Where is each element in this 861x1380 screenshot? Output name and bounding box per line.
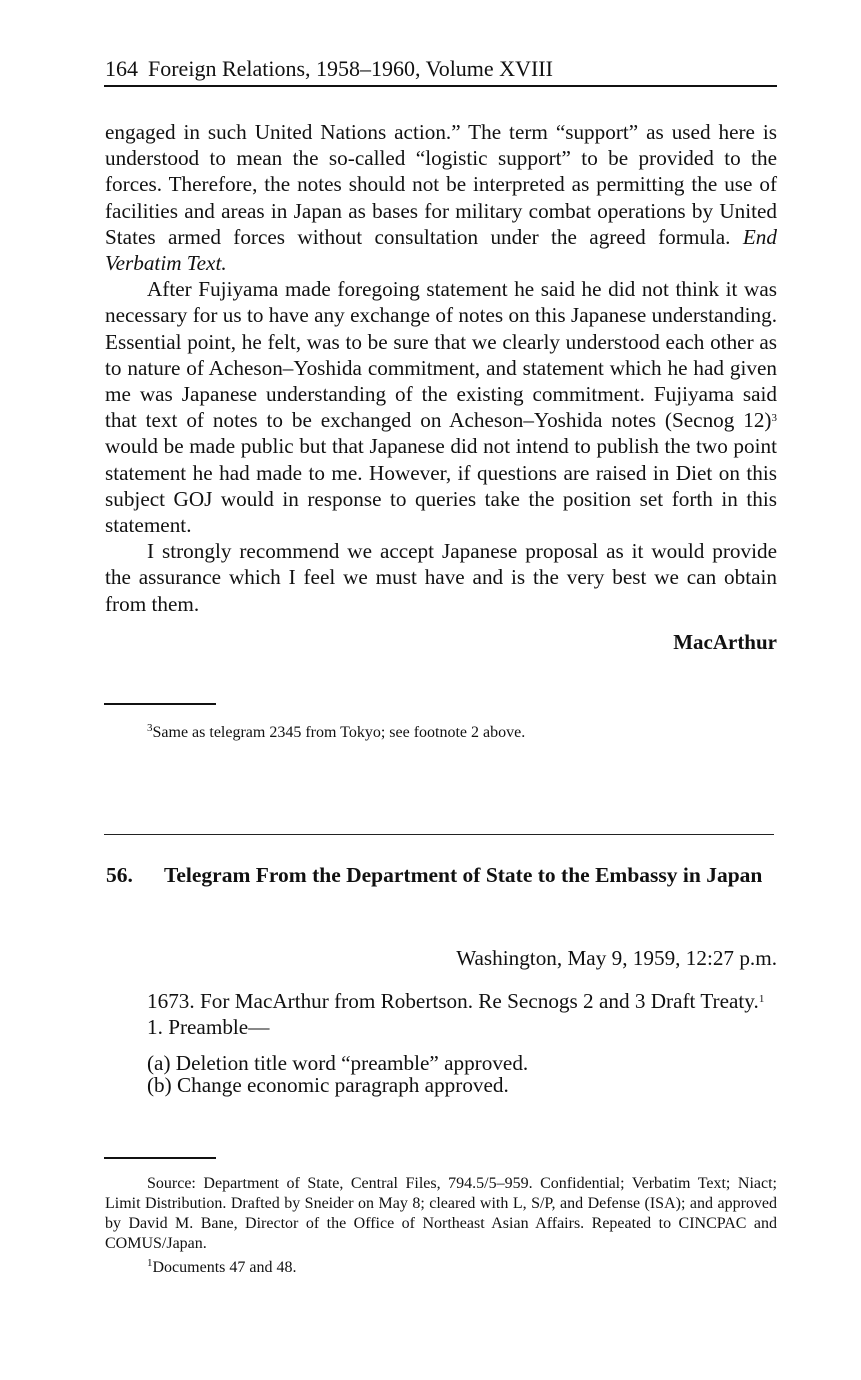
- footnote-ref-3: 3: [771, 412, 777, 425]
- paragraph-text: engaged in such United Nations action.” The term “support” as used here is understood to mean the so-called “logistic support” to be provided to the forces. Therefore, the notes should not be interpreted as permitting the use of facilities and areas in Japan as bases for military combat operations by United States armed forces without consultation under the agreed formula.: [105, 120, 777, 249]
- subitem-b: (b) Change economic paragraph approved.: [147, 1073, 509, 1098]
- running-head: [105, 54, 777, 84]
- footnote-1: [105, 1258, 777, 1278]
- body-paragraph-1: [105, 119, 777, 276]
- footnote-ref-1: 1: [758, 993, 765, 1005]
- footnote-3: [105, 723, 777, 743]
- end-verbatim-note: End Verbatim Text.: [105, 224, 777, 276]
- running-title: Foreign Relations, 1958–1960, Volume XVIII: [148, 56, 553, 81]
- document-title: Telegram From the Department of State to the Embassy in Japan: [164, 863, 763, 887]
- telegram-text: [105, 988, 777, 1096]
- source-note-text: Source: Department of State, Central Files, 794.5/5–959. Confidential; Verbatim Text; Niact; Limit Distribution. Drafted by Sneider on May 8; cleared with L, S/P, and Defense (ISA); and approved by David M. Bane, Director of the Office of Northeast Asian Affairs. Repeated to CINCPAC and COMUS/Japan.: [105, 1175, 777, 1252]
- footnote-text: Documents 47 and 48.: [152, 1259, 297, 1276]
- footnote-rule: [104, 703, 216, 705]
- continued-text: [105, 119, 777, 617]
- paragraph-text: 1673. For MacArthur from Robertson. Re Secnogs 2 and 3 Draft Treaty.: [147, 989, 759, 1013]
- header-rule: [104, 85, 777, 87]
- footnote-rule: [104, 1157, 216, 1159]
- subitem-a: (a) Deletion title word “preamble” approved.: [147, 1051, 529, 1076]
- dateline: Washington, May 9, 1959, 12:27 p.m.: [456, 946, 777, 970]
- body-paragraph-3: I strongly recommend we accept Japanese proposal as it would provide the assurance which I feel we must have and is the very best we can obtain from them.: [105, 539, 777, 616]
- body-paragraph-2: [105, 276, 777, 538]
- paragraph-text: would be made public but that Japanese did not intend to publish the two point statement he had made to me. However, if questions are raised in Diet on this subject GOJ would in response to queries take the position set forth in this statement.: [105, 434, 777, 538]
- section-divider: [104, 834, 774, 835]
- footnote-marker: 1: [147, 1257, 153, 1269]
- signature: MacArthur: [673, 630, 777, 654]
- source-note: [105, 1174, 777, 1278]
- document-number: 56.: [106, 863, 133, 887]
- footnote-marker: 3: [147, 722, 153, 734]
- telegram-paragraph: [105, 988, 777, 1014]
- item-1: 1. Preamble—: [147, 1015, 270, 1040]
- footnote-text: Same as telegram 2345 from Tokyo; see footnote 2 above.: [152, 724, 526, 741]
- page-number: 164: [105, 56, 138, 81]
- paragraph-text: After Fujiyama made foregoing statement he said he did not think it was necessary for us to have any exchange of notes on this Japanese understanding. Essential point, he felt, was to be sure that we clearly understood each other as to nature of Acheson–Yoshida commitment, and statement which he had given me was Japanese understanding of the existing commitment. Fujiyama said that text of notes to be exchanged on Acheson–Yoshida notes (Secnog 12): [105, 277, 777, 433]
